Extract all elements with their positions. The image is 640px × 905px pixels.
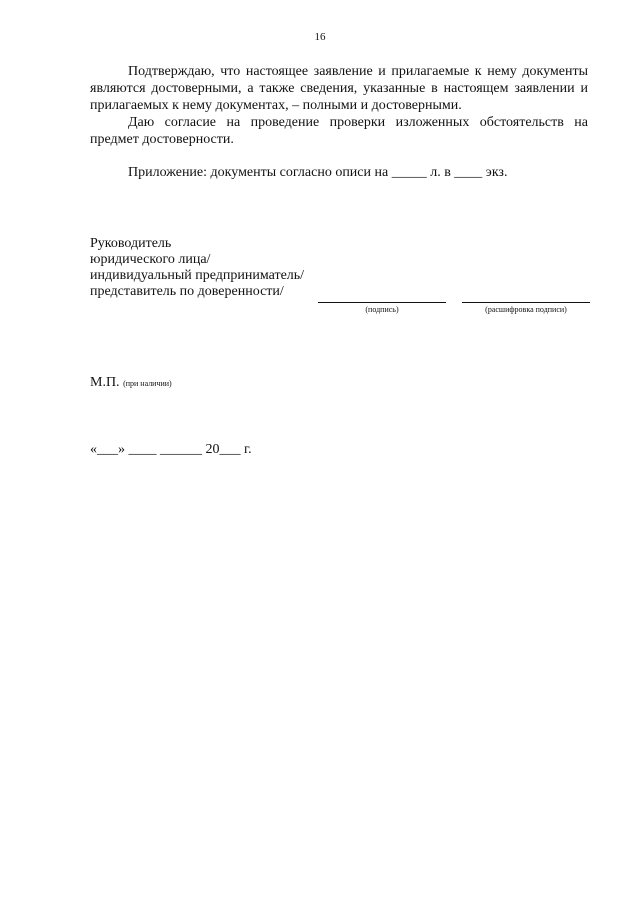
- signature-line: [318, 302, 446, 303]
- signatory-title-line: Руководитель: [90, 236, 172, 251]
- confirmation-paragraph: Подтверждаю, что настоящее заявление и прилагаемые к нему документы являются достоверными, а также сведения, указанные в настоящем заявлении и прилагаемых к нему документах, – полными и достоверными.: [90, 64, 588, 113]
- signature-decoding-line: [462, 302, 590, 303]
- stamp-placeholder: [90, 375, 172, 391]
- consent-paragraph: Даю согласие на проведение проверки изложенных обстоятельств на предмет достоверности.: [90, 115, 588, 147]
- page-number: 16: [314, 31, 326, 43]
- stamp-label: М.П.: [90, 375, 120, 390]
- attachment-paragraph: Приложение: документы согласно описи на _____ л. в ____ экз.: [128, 165, 508, 180]
- signatory-title-line: юридического лица/: [90, 252, 211, 267]
- signatory-title-block: [90, 236, 304, 300]
- signatory-title-line: представитель по доверенности/: [90, 284, 284, 299]
- date-line: «___» ____ ______ 20___ г.: [90, 442, 252, 457]
- signature-caption: (подпись): [365, 305, 399, 314]
- signatory-title-line: индивидуальный предприниматель/: [90, 268, 305, 283]
- signature-decoding-caption: (расшифровка подписи): [485, 305, 567, 314]
- stamp-note: (при наличии): [123, 379, 172, 388]
